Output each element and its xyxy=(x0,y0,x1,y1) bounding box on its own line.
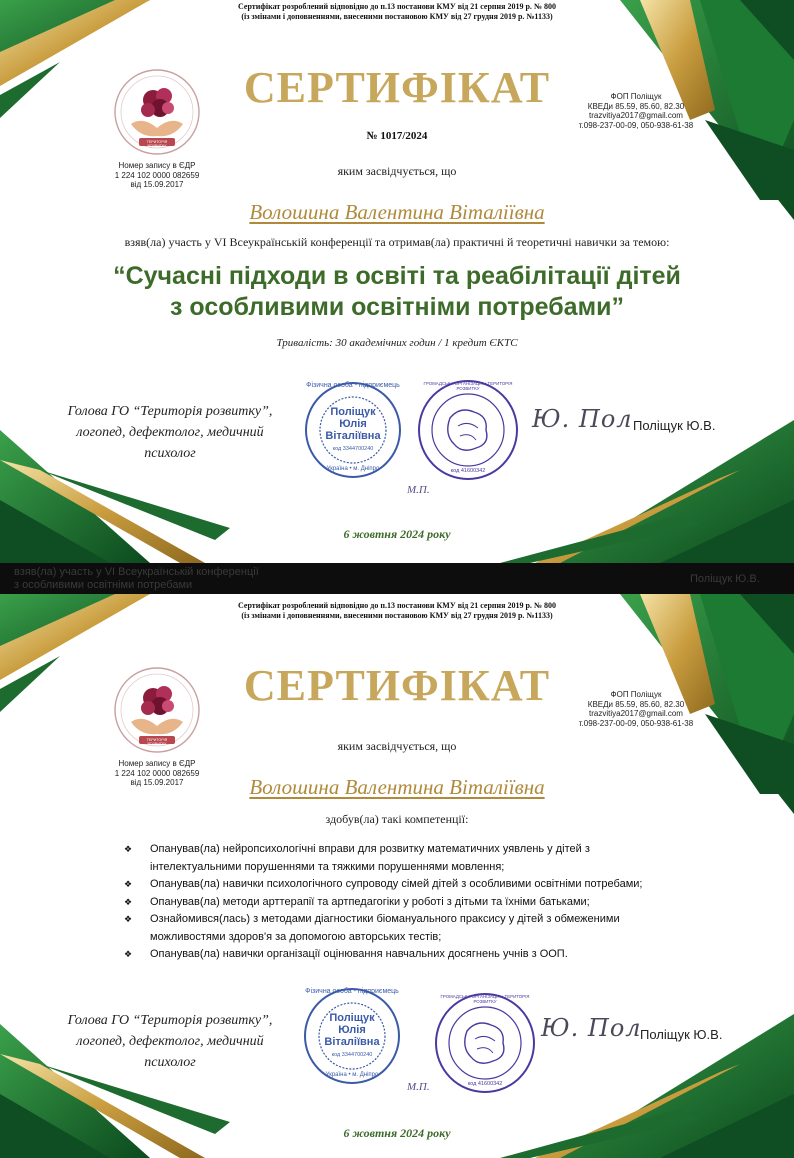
signer-name: Поліщук Ю.В. xyxy=(633,418,716,433)
fop-kved: КВЕДи 85.59, 85.60, 82.30 xyxy=(587,699,685,709)
certificate-title: СЕРТИФІКАТ xyxy=(243,661,551,710)
seal-place: М.П. xyxy=(407,1081,430,1093)
fop-stamp-surname: Поліщук xyxy=(329,1012,375,1024)
edr-date: від 15.09.2017 xyxy=(130,180,184,189)
certifies-text: яким засвідчується, що xyxy=(337,739,457,753)
fop-name: ФОП Поліщук xyxy=(610,690,662,699)
strip-text-2: з особливими освітніми потребами xyxy=(14,579,193,591)
edr-number: 1 224 102 0000 082659 xyxy=(114,768,200,778)
list-item xyxy=(120,911,720,946)
edr-number: 1 224 102 0000 082659 xyxy=(114,170,200,180)
bullet-icon: ❖ xyxy=(124,949,133,959)
signer-name: Поліщук Ю.В. xyxy=(640,1027,723,1042)
bullet-icon: ❖ xyxy=(124,896,133,907)
legal-note xyxy=(0,2,794,22)
strip-text-3: Поліщук Ю.В. xyxy=(690,573,760,585)
certificate-number: № 1017/2024 xyxy=(366,130,428,142)
fop-stamp-ring-text: Фізична особа - підприємець xyxy=(306,382,400,389)
signature: Ю. Пол xyxy=(532,405,633,433)
legal-note xyxy=(0,601,794,621)
theme-line-2: з особливими освітніми потребами” xyxy=(170,293,624,321)
fop-stamp-ring-text: Фізична особа - підприємець xyxy=(305,988,399,995)
position-line-2: логопед, дефектолог, медичний xyxy=(76,425,264,440)
bullet-icon: ❖ xyxy=(124,914,133,924)
fop-stamp-code: код 3344700240 xyxy=(331,1052,373,1058)
fop-info xyxy=(551,690,721,728)
logo-text: ТЕРИТОРІЯ РОЗВИТКУ xyxy=(146,140,168,148)
certifies-text: яким засвідчується, що xyxy=(337,164,457,178)
fop-phones: т.098-237-00-09, 050-938-61-38 xyxy=(578,120,694,130)
fop-email: trazvitiya2017@gmail.com xyxy=(589,709,683,718)
competency-text: Опанував(ла) нейропсихологічні вправи для розвитку математичних уявлень у дітей з xyxy=(150,843,590,855)
fop-stamp-patronymic: Віталіївна xyxy=(325,430,381,442)
competencies-heading: здобув(ла) такі компетенції: xyxy=(325,812,469,826)
organization-stamp-code: код 41600342 xyxy=(467,1081,503,1087)
signer-position xyxy=(55,1010,285,1073)
list-item xyxy=(120,894,720,912)
competency-text: інтелектуальними порушеннями та тяжкими порушеннями мовлення; xyxy=(150,860,505,873)
logo-text: ТЕРИТОРІЯ РОЗВИТКУ xyxy=(146,738,168,746)
legal-line-1: Сертифікат розроблений відповідно до п.13 постанови КМУ від 21 серпня 2019 р. № 800 xyxy=(238,2,556,11)
seal-place: М.П. xyxy=(407,484,430,496)
fop-stamp xyxy=(303,380,403,480)
list-item xyxy=(120,841,720,876)
legal-line-2: (із змінами і доповненнями, внесеними постановою КМУ від 27 грудня 2019 р. №1133) xyxy=(241,12,553,21)
fop-stamp-firstname: Юлія xyxy=(338,1024,366,1036)
legal-line-2: (із змінами і доповненнями, внесеними постановою КМУ від 27 грудня 2019 р. №1133) xyxy=(241,611,553,620)
duration-text: Тривалість: 30 академічних годин / 1 кредит ЄКТС xyxy=(276,337,518,349)
bullet-icon: ❖ xyxy=(124,879,133,889)
certificate-title: СЕРТИФІКАТ xyxy=(243,63,551,112)
fop-name: ФОП Поліщук xyxy=(610,92,662,101)
position-line-3: психолог xyxy=(144,1055,196,1070)
fop-stamp-bottom-text: Україна • м. Дніпро xyxy=(325,1072,379,1078)
strip-text-1: взяв(ла) участь у VI Всеукраїнській конференції xyxy=(14,566,259,578)
organization-stamp-ring-text: ГРОМАДСЬКА ОРГАНІЗАЦІЯ • ТЕРИТОРІЯ РОЗВИТКУ xyxy=(423,381,513,391)
position-line-3: психолог xyxy=(144,446,196,461)
certificate-page-2 xyxy=(0,594,794,1158)
bullet-icon: ❖ xyxy=(124,844,133,854)
edr-date: від 15.09.2017 xyxy=(130,778,184,787)
organization-stamp-ring-text: ГРОМАДСЬКА ОРГАНІЗАЦІЯ • ТЕРИТОРІЯ РОЗВИТКУ xyxy=(440,994,530,1004)
signer-position xyxy=(55,401,285,464)
fop-phones: т.098-237-00-09, 050-938-61-38 xyxy=(578,718,694,728)
competency-text: можливостями здоров'я за допомогою авторських тестів; xyxy=(150,930,442,943)
organization-stamp xyxy=(433,991,537,1095)
organization-stamp-code: код 41600342 xyxy=(450,468,486,474)
recipient-name: Волошина Валентина Віталіївна xyxy=(249,775,545,799)
position-line-2: логопед, дефектолог, медичний xyxy=(76,1034,264,1049)
fop-stamp-firstname: Юлія xyxy=(339,418,367,430)
signature: Ю. Пол xyxy=(541,1014,642,1042)
page-separator-strip xyxy=(0,563,794,594)
edr-label: Номер запису в ЄДР xyxy=(118,759,196,768)
fop-info xyxy=(551,92,721,130)
conference-theme xyxy=(0,261,794,323)
fop-stamp xyxy=(302,986,402,1086)
position-line-1: Голова ГО “Територія розвитку”, xyxy=(67,1013,273,1028)
issue-date: 6 жовтня 2024 року xyxy=(343,527,451,541)
list-item xyxy=(120,946,720,964)
fop-stamp-patronymic: Віталіївна xyxy=(324,1036,380,1048)
fop-stamp-bottom-text: Україна • м. Дніпро xyxy=(326,466,380,472)
fop-stamp-surname: Поліщук xyxy=(330,406,376,418)
competency-text: Опанував(ла) методи арттерапії та артпедагогіки у роботі з дітьми та їхніми батьками; xyxy=(150,895,590,908)
competency-text: Опанував(ла) навички організації оцінювання навчальних досягнень учнів з ООП. xyxy=(150,948,568,960)
list-item xyxy=(120,876,720,894)
competency-text: Ознайомився(лась) з методами діагностики біомануального праксису у дітей з обмеженими xyxy=(150,913,620,925)
organization-stamp xyxy=(416,378,520,482)
competencies-list xyxy=(120,841,720,964)
competency-text: Опанував(ла) навички психологічного супроводу сімей дітей з особливими освітніми потребами; xyxy=(150,878,643,890)
legal-line-1: Сертифікат розроблений відповідно до п.13 постанови КМУ від 21 серпня 2019 р. № 800 xyxy=(238,601,556,610)
edr-label: Номер запису в ЄДР xyxy=(118,161,196,170)
fop-email: trazvitiya2017@gmail.com xyxy=(589,111,683,120)
recipient-name: Волошина Валентина Віталіївна xyxy=(249,200,545,224)
position-line-1: Голова ГО “Територія розвитку”, xyxy=(67,404,273,419)
fop-kved: КВЕДи 85.59, 85.60, 82.30 xyxy=(587,101,685,111)
fop-stamp-code: код 3344700240 xyxy=(332,446,374,452)
certificate-page-1 xyxy=(0,0,794,563)
theme-line-1: “Сучасні підходи в освіті та реабілітації дітей xyxy=(113,262,681,290)
issue-date: 6 жовтня 2024 року xyxy=(343,1126,451,1140)
participation-text: взяв(ла) участь у VI Всеукраїнській конференції та отримав(ла) практичні й теоретичні навички за темою: xyxy=(124,235,670,249)
